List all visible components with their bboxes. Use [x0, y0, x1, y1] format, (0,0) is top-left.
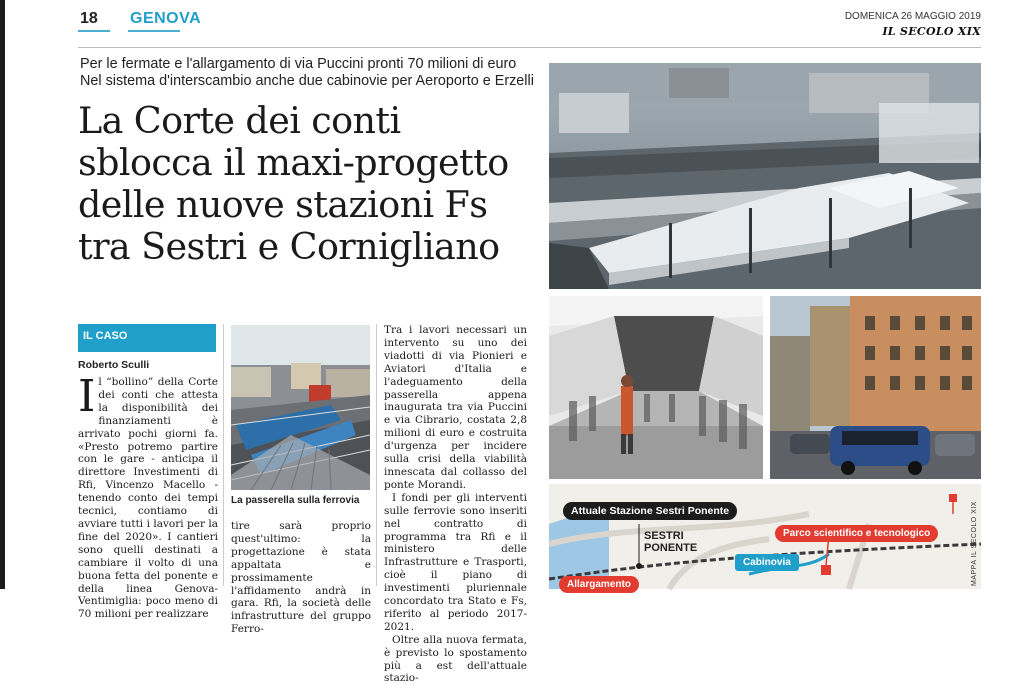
page-number-rule — [78, 30, 110, 32]
map-credit-text: MAPPA IL SECOLO XIX — [971, 501, 978, 586]
article-column-2: tire sarà proprio quest'ultimo: la progettazione è stata appaltata e prossimamente l'affidamento andrà in gara. Rfi, la società delle infrastrutture del gruppo Ferro- — [231, 520, 371, 636]
article-column-1 — [78, 371, 218, 621]
map-district-label — [644, 530, 697, 554]
masthead-logo: IL SECOLO XIX — [882, 25, 981, 38]
map-label-science-park: Parco scientifico e tecnologico — [775, 525, 938, 542]
headline-line: La Corte dei conti — [78, 99, 401, 142]
map-label-road-widening: Allargamento — [559, 576, 639, 593]
map-graphic — [549, 484, 981, 589]
rendering-new-station-bridge — [549, 63, 981, 289]
headline-line: delle nuove stazioni Fs — [78, 183, 488, 226]
headline-line: sblocca il maxi-progetto — [78, 141, 509, 184]
column-divider — [223, 324, 224, 586]
section-name: GENOVA — [130, 10, 202, 27]
headline-line: tra Sestri e Cornigliano — [78, 225, 500, 268]
map-label-cable-car: Cabinovia — [735, 554, 799, 571]
rendering-station-interior — [549, 296, 763, 479]
paragraph: Tra i lavori necessari un intervento su uno dei viadotti di via Pionieri e Aviatori d'Italia e l'adeguamento della passerella appena inaugurata tra via Puccini e via Cibrario, costata 2,8 milioni di euro e costruita d'urgenza per incidere sulla crisi della viabilità innescata dal collasso del ponte Morandi. — [384, 324, 527, 491]
headline — [78, 100, 548, 268]
byline: Roberto Sculli — [78, 359, 150, 371]
map-credit — [969, 501, 981, 588]
kicker-line: Per le fermate e l'allargamento di via Puccini pronti 70 milioni di euro — [80, 56, 517, 72]
kicker-line: Nel sistema d'interscambio anche due cabinovie per Aeroporto e Erzelli — [80, 73, 534, 89]
window-edge — [0, 0, 5, 589]
photo-street-sestri — [770, 296, 981, 479]
map-label-station: Attuale Stazione Sestri Ponente — [563, 502, 737, 520]
photo-railway-footbridge — [231, 325, 370, 490]
map-district-line: PONENTE — [644, 542, 698, 554]
paragraph: Oltre alla nuova fermata, è previsto lo spostamento più a est dell'attuale stazio- — [384, 633, 527, 685]
section-rule — [128, 30, 180, 32]
page-number: 18 — [80, 10, 98, 27]
photo-caption: La passerella sulla ferrovia — [231, 495, 360, 506]
header-rule — [78, 47, 981, 48]
article-column-3 — [384, 324, 527, 685]
column-divider — [376, 324, 377, 586]
map-district-line: SESTRI — [644, 530, 684, 542]
kicker — [80, 56, 540, 90]
column-1-text: l “bollino” della Corte dei conti che attesta la disponibilità dei finanziamenti è arrivato pochi giorni fa. «Presto potremo partire con le gare - anticipa il direttore Investimenti di Rfi, Vincenzo Macello - tenendo conto dei tempi tecnici, contiamo di avviare tutti i lavori per la fine del 2020». I cantieri sono quelli destinati a cambiare il volto di una buona fetta del ponente e della linea Genova-Ventimiglia: poco meno di 70 milioni per realizzare — [78, 376, 218, 621]
drop-cap: I — [78, 371, 96, 422]
paragraph: I fondi per gli interventi sulle ferrovie sono inseriti nel contratto di programma tra Rfi e il ministero delle Infrastrutture e Trasporti, cioè il piano di investimenti pluriennale concordato tra Stato e Fs, riferito al periodo 2017-2021. — [384, 491, 527, 633]
issue-date: DOMENICA 26 MAGGIO 2019 — [844, 11, 981, 22]
section-tag: IL CASO — [78, 324, 216, 352]
